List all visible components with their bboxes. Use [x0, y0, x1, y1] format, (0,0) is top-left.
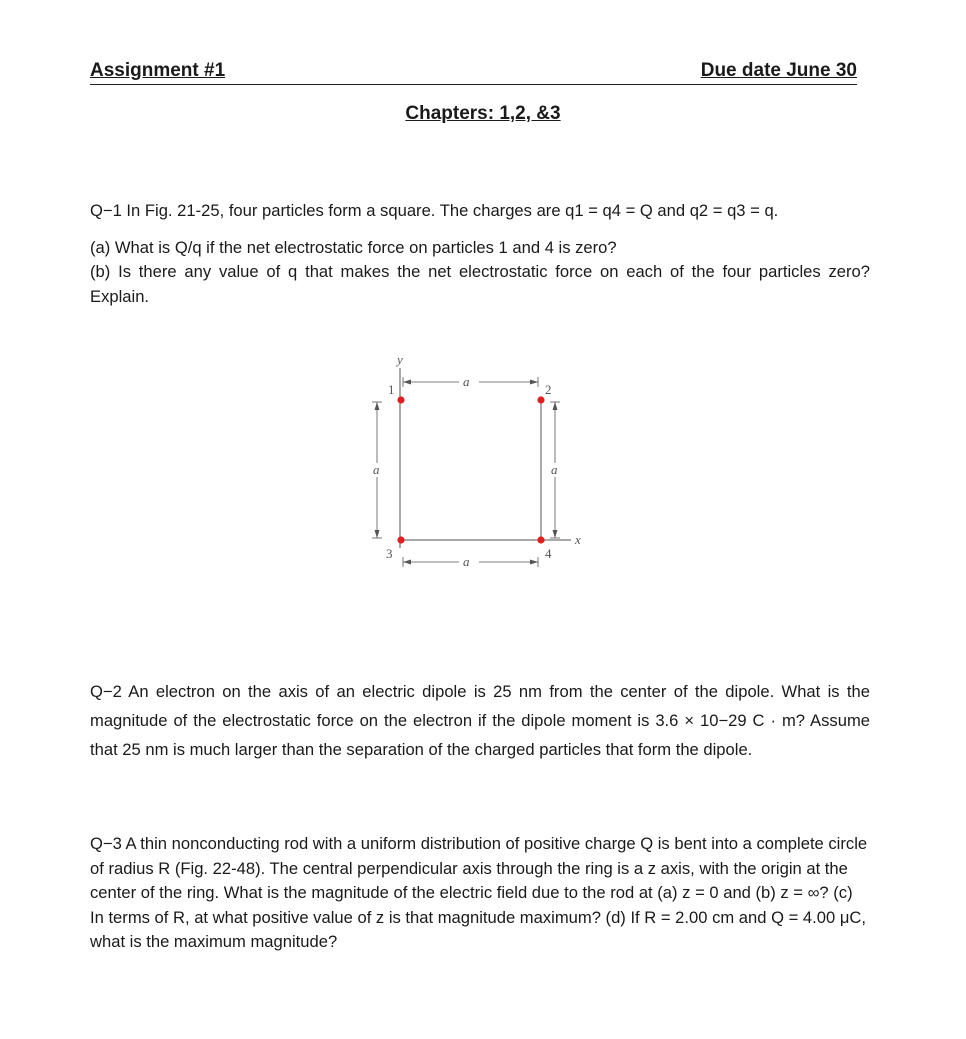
question-1	[90, 199, 870, 309]
left-dim-label: a	[373, 462, 380, 477]
left-dim-arrow-top	[375, 402, 380, 410]
question-1-part-a: (a) What is Q/q if the net electrostatic force on particles 1 and 4 is zero?	[90, 237, 617, 257]
right-dim-label: a	[551, 462, 558, 477]
question-1-intro: Q−1 In Fig. 21-25, four particles form a square. The charges are q1 = q4 = Q and q2 = q3 = q.	[90, 201, 779, 220]
bottom-dim-arrow-right	[530, 560, 538, 565]
due-date: Due date June 30	[700, 60, 857, 81]
question-3-text: Q−3 A thin nonconducting rod with a uniform distribution of positive charge Q is bent into a complete circle of radius R (Fig. 22-48). The central perpendicular axis through the ring is a z axis, with the origin at the center of the ring. What is the magnitude of the electric field due to the rod at (a) z = 0 and (b) z = ∞? (c) In terms of R, at what positive value of z is that magnitude maximum? (d) If R = 2.00 cm and Q = 4.00 μC, what is the maximum magnitude?	[90, 834, 868, 951]
particle-1	[397, 396, 404, 403]
particle-3	[397, 536, 404, 543]
top-dim-arrow-left	[403, 380, 411, 385]
top-dim-arrow-right	[530, 380, 538, 385]
figure-21-25	[355, 350, 595, 580]
bottom-dim-label: a	[463, 554, 470, 569]
particle-2-label: 2	[545, 382, 552, 397]
left-dim-arrow-bottom	[375, 530, 380, 538]
document-header	[90, 60, 857, 85]
right-dim-arrow-bottom	[553, 530, 558, 538]
question-2-text: Q−2 An electron on the axis of an electric dipole is 25 nm from the center of the dipole. What is the magnitude of the electrostatic force on the electron if the dipole moment is 3.6 × 10−29 C · m? Assume that 25 nm is much larger than the separation of the charged particles that form the dipole.	[90, 682, 870, 759]
chapters-heading	[0, 103, 966, 125]
question-3	[90, 832, 870, 955]
chapters-text: Chapters: 1,2, &3	[405, 103, 561, 124]
particle-3-label: 3	[386, 546, 393, 561]
particle-4-label: 4	[545, 546, 552, 561]
square-charges-diagram	[355, 350, 595, 580]
question-1-part-b: (b) Is there any value of q that makes the net electrostatic force on each of the four particles zero? Explain.	[90, 262, 870, 306]
x-axis-label: x	[575, 532, 581, 547]
particle-2	[537, 396, 544, 403]
bottom-dim-arrow-left	[403, 560, 411, 565]
particle-4	[537, 536, 544, 543]
particle-1-label: 1	[388, 382, 395, 397]
y-axis-label: y	[397, 352, 403, 367]
assignment-title: Assignment #1	[90, 60, 226, 81]
question-2	[90, 677, 870, 764]
top-dim-label: a	[463, 374, 470, 389]
right-dim-arrow-top	[553, 402, 558, 410]
